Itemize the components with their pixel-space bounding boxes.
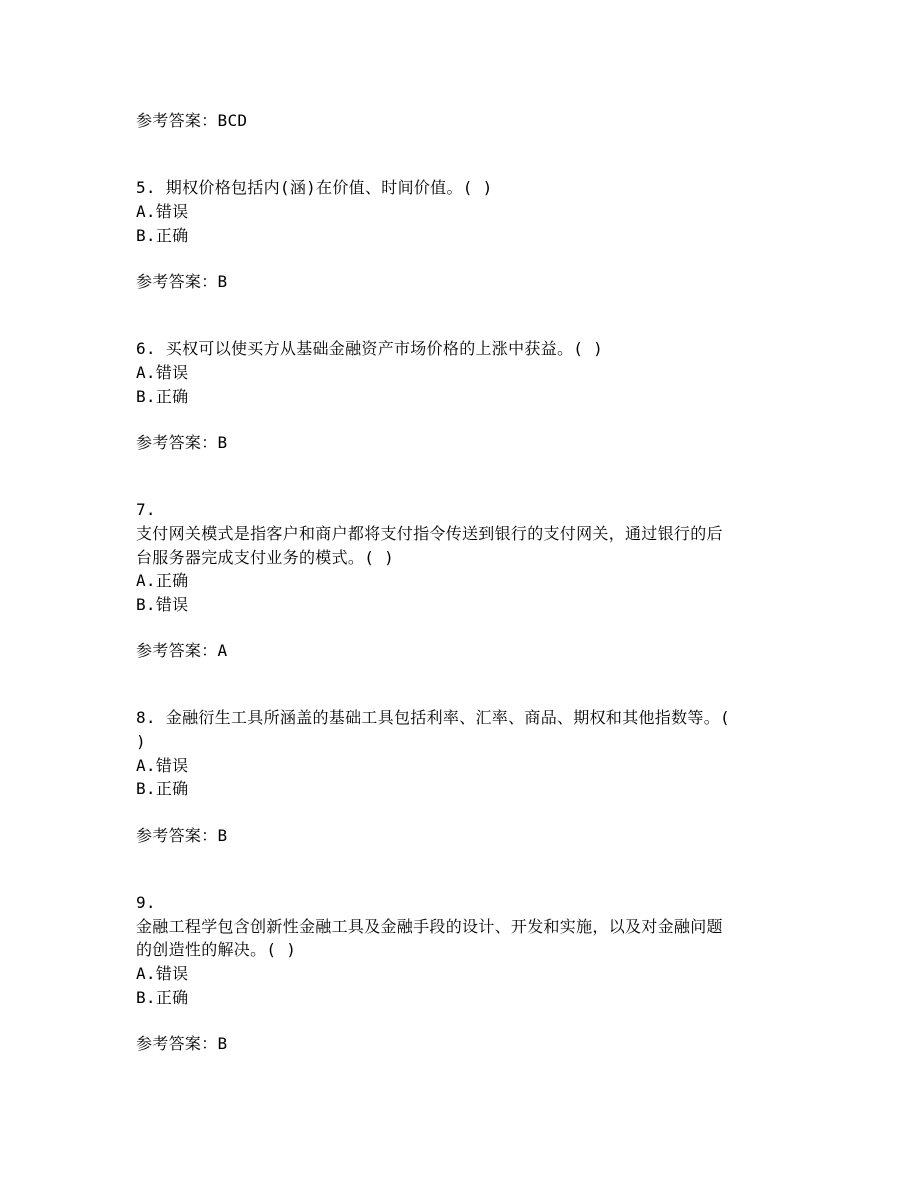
option-b: B.正确 xyxy=(136,226,189,245)
answer-value: B xyxy=(217,272,228,291)
answer-line xyxy=(136,826,227,846)
answer-line xyxy=(136,641,227,661)
question-stem-line-1: 8. 金融衍生工具所涵盖的基础工具包括利率、汇率、商品、期权和其他指数等。( xyxy=(136,708,730,727)
answer-value: B xyxy=(217,433,228,452)
option-b: B.错误 xyxy=(136,595,189,614)
answer-label: 参考答案： xyxy=(136,111,218,130)
question-number: 7. xyxy=(136,500,156,519)
answer-value: BCD xyxy=(217,111,248,130)
question-stem-line-2: ) xyxy=(136,732,146,751)
question-number: 9. xyxy=(136,893,156,912)
option-a: A.正确 xyxy=(136,571,189,590)
answer-line xyxy=(136,272,227,292)
answer-line xyxy=(136,111,247,131)
answer-line xyxy=(136,433,227,453)
question-stem-line-2: 台服务器完成支付业务的模式。( ) xyxy=(136,548,394,567)
option-a: A.错误 xyxy=(136,202,189,221)
option-b: B.正确 xyxy=(136,988,189,1007)
question-stem-line-1: 支付网关模式是指客户和商户都将支付指令传送到银行的支付网关，通过银行的后 xyxy=(136,524,723,543)
answer-value: B xyxy=(217,826,228,845)
option-b: B.正确 xyxy=(136,779,189,798)
answer-value: B xyxy=(217,1034,228,1053)
question-stem: 5. 期权价格包括内(涵)在价值、时间价值。( ) xyxy=(136,178,493,197)
answer-label: 参考答案： xyxy=(136,826,218,845)
option-a: A.错误 xyxy=(136,964,189,983)
option-b: B.正确 xyxy=(136,387,189,406)
answer-value: A xyxy=(217,641,228,660)
option-a: A.错误 xyxy=(136,363,189,382)
question-stem-line-1: 金融工程学包含创新性金融工具及金融手段的设计、开发和实施，以及对金融问题 xyxy=(136,917,723,936)
answer-line xyxy=(136,1034,227,1054)
option-a: A.错误 xyxy=(136,756,189,775)
answer-label: 参考答案： xyxy=(136,433,218,452)
answer-label: 参考答案： xyxy=(136,272,218,291)
answer-label: 参考答案： xyxy=(136,641,218,660)
question-stem: 6. 买权可以使买方从基础金融资产市场价格的上涨中获益。( ) xyxy=(136,339,604,358)
answer-label: 参考答案： xyxy=(136,1034,218,1053)
question-stem-line-2: 的创造性的解决。( ) xyxy=(136,940,297,959)
